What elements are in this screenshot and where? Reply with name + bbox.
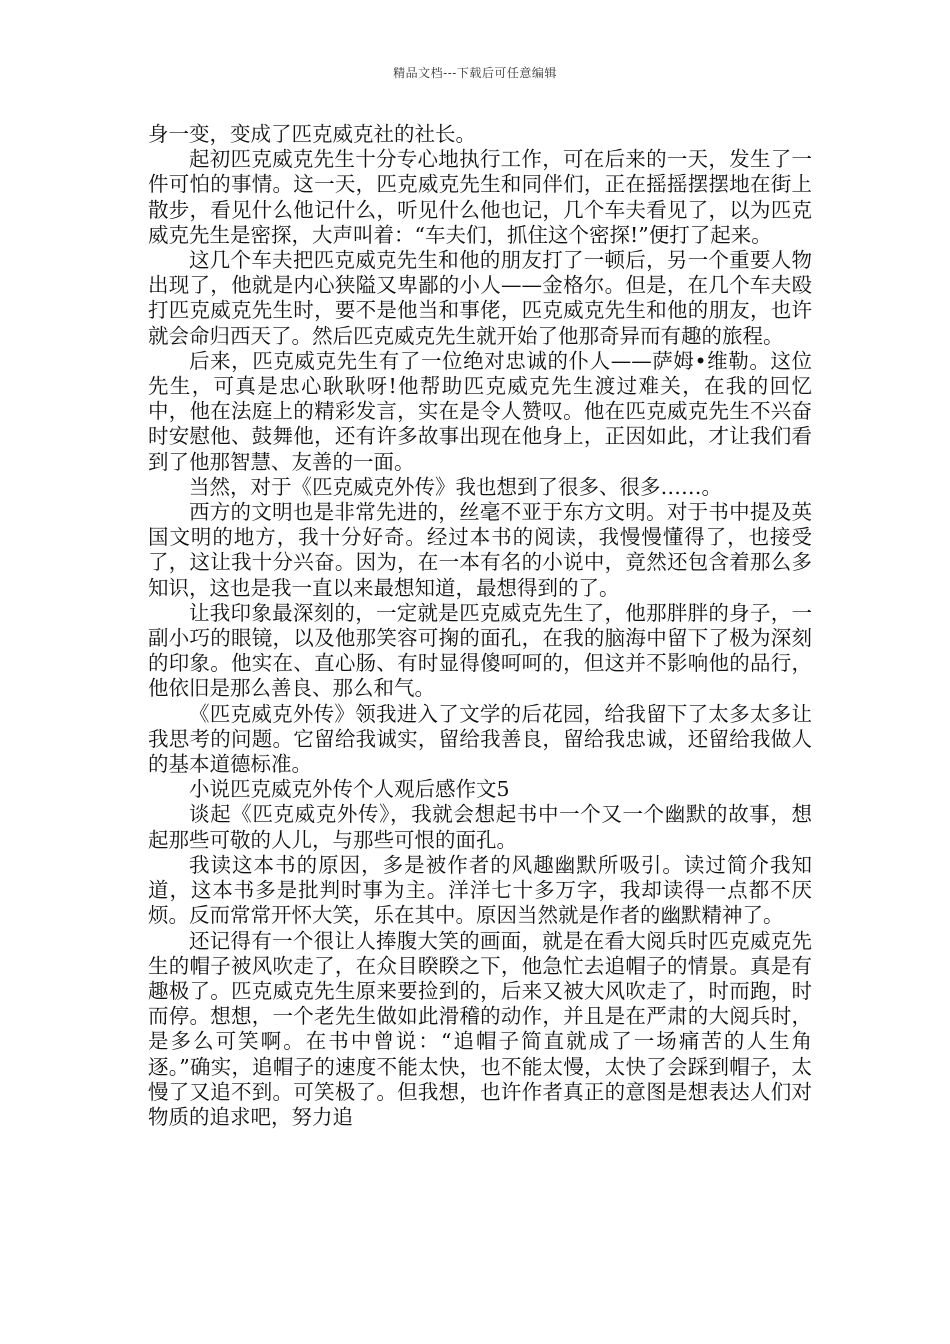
document-body — [148, 122, 812, 1130]
section-heading: 小说匹克威克外传个人观后感作文5 — [189, 777, 510, 802]
paragraph-9: 谈起《匹克威克外传》，我就会想起书中一个又一个幽默的故事，想起那些可敬的人儿，与那些可恨的面孔。 — [148, 802, 812, 852]
paragraph-2: 起初匹克威克先生十分专心地执行工作，可在后来的一天，发生了一件可怕的事情。这一天，匹克威克先生和同伴们，正在摇摇摆摆地在街上散步，看见什么他记什么，听见什么他也记，几个车夫看见了，以为匹克威克先生是密探，大声叫着：“车夫们，抓住这个密探!”便打了起来。 — [148, 147, 812, 247]
paragraph-1: 身一变，变成了匹克威克社的社长。 — [148, 122, 476, 146]
page-header: 精品文档---下载后可任意编辑 — [393, 66, 557, 80]
paragraph-4: 后来，匹克威克先生有了一位绝对忠诚的仆人——萨姆•维勒。这位先生，可真是忠心耿耿呀!他帮助匹克威克先生渡过难关，在我的回忆中，他在法庭上的精彩发言，实在是令人赞叹。他在匹克威克先生不兴奋时安慰他、鼓舞他，还有许多故事出现在他身上，正因如此，才让我们看到了他那智慧、友善的一面。 — [148, 348, 812, 474]
paragraph-11: 还记得有一个很让人捧腹大笑的画面，就是在看大阅兵时匹克威克先生的帽子被风吹走了，在众目睽睽之下，他急忙去追帽子的情景。真是有趣极了。匹克威克先生原来要捡到的，后来又被大风吹走了，时而跑，时而停。想想，一个老先生做如此滑稽的动作，并且是在严肃的大阅兵时，是多么可笑啊。在书中曾说：“追帽子简直就成了一场痛苦的人生角逐。”确实，追帽子的速度不能太快，也不能太慢，太快了会踩到帽子，太慢了又追不到。可笑极了。但我想，也许作者真正的意图是想表达人们对物质的追求吧，努力追 — [148, 928, 812, 1129]
paragraph-8: 《匹克威克外传》领我进入了文学的后花园，给我留下了太多太多让我思考的问题。它留给我诚实，留给我善良，留给我忠诚，还留给我做人的基本道德标准。 — [148, 701, 812, 777]
paragraph-5: 当然，对于《匹克威克外传》我也想到了很多、很多……。 — [189, 474, 722, 499]
paragraph-3: 这几个车夫把匹克威克先生和他的朋友打了一顿后，另一个重要人物出现了，他就是内心狭隘又卑鄙的小人——金格尔。但是，在几个车夫殴打匹克威克先生时，要不是他当和事佬，匹克威克先生和他的朋友，也许就会命归西天了。然后匹克威克先生就开始了他那奇异而有趣的旅程。 — [148, 248, 812, 348]
paragraph-6: 西方的文明也是非常先进的，丝毫不亚于东方文明。对于书中提及英国文明的地方，我十分好奇。经过本书的阅读，我慢慢懂得了，也接受了，这让我十分兴奋。因为，在一本有名的小说中，竟然还包含着那么多知识，这也是我一直以来最想知道，最想得到的了。 — [148, 500, 812, 600]
paragraph-7: 让我印象最深刻的，一定就是匹克威克先生了，他那胖胖的身子，一副小巧的眼镜，以及他那笑容可掬的面孔，在我的脑海中留下了极为深刻的印象。他实在、直心肠、有时显得傻呵呵的，但这并不影响他的品行，他依旧是那么善良、那么和气。 — [148, 600, 812, 701]
paragraph-10: 我读这本书的原因，多是被作者的风趣幽默所吸引。读过简介我知道，这本书多是批判时事为主。洋洋七十多万字，我却读得一点都不厌烦。反而常常开怀大笑，乐在其中。原因当然就是作者的幽默精神了。 — [148, 852, 812, 928]
